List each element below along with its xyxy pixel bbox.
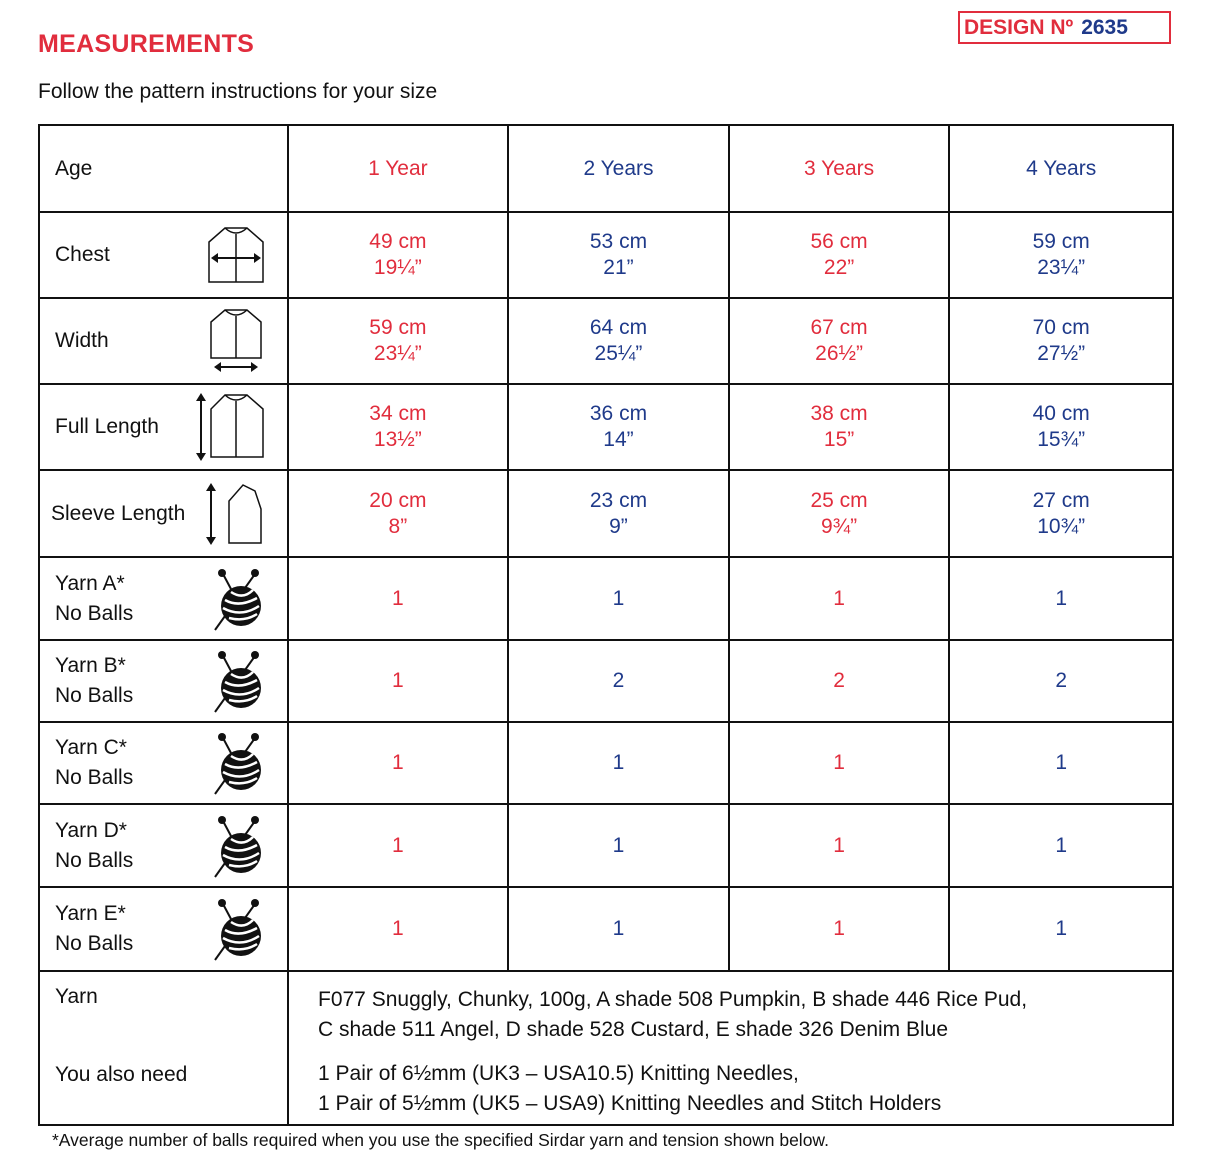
sleeve-length-in: 9¾” <box>820 514 858 538</box>
yarn-c-value: 1 <box>289 723 510 803</box>
width-cm: 70 cm <box>1032 316 1090 339</box>
full-length-in: 14” <box>603 428 634 451</box>
width-label: Width <box>55 329 109 352</box>
intro-text: Follow the pattern instructions for your size <box>38 80 438 103</box>
size-3: 3 Years <box>730 126 951 211</box>
table-row <box>40 385 1172 471</box>
yarn-b-value: 2 <box>730 641 951 721</box>
table-row <box>40 558 1172 641</box>
need-line-2: 1 Pair of 5½mm (UK5 – USA9) Knitting Needles and Stitch Holders <box>318 1092 942 1115</box>
yarn-d-value: 1 <box>289 805 510 886</box>
full-length-cell <box>289 385 510 469</box>
page-title: MEASUREMENTS <box>38 30 255 58</box>
table-row <box>40 126 1172 213</box>
full-length-label: Full Length <box>55 415 159 438</box>
sleeve-length-in: 10¾” <box>1037 514 1086 538</box>
cardigan-length-icon <box>193 389 269 465</box>
sleeve-length-cell <box>509 471 730 556</box>
yarn-a-label-cell <box>40 558 289 639</box>
chest-cell <box>289 213 510 297</box>
sleeve-length-cm: 23 cm <box>589 488 648 512</box>
sleeve-length-cell <box>950 471 1172 556</box>
yarn-c-value: 1 <box>509 723 730 803</box>
need-label: You also need <box>55 1063 188 1086</box>
age-label: Age <box>55 156 93 180</box>
materials-detail-cell <box>289 972 1172 1124</box>
yarn-d-value: 1 <box>730 805 951 886</box>
yarn-c-label-cell <box>40 723 289 803</box>
full-length-cell <box>950 385 1172 469</box>
yarn-ball-icon <box>209 646 269 716</box>
full-length-label-cell <box>40 385 289 469</box>
yarn-ball-icon <box>209 564 269 634</box>
age-label-cell <box>40 126 289 211</box>
yarn-a-label: Yarn A* No Balls <box>55 571 134 625</box>
yarn-c-value: 1 <box>1055 751 1068 774</box>
sleeve-length-icon <box>203 479 269 549</box>
table-row <box>40 471 1172 558</box>
full-length-cm: 34 cm <box>369 402 427 425</box>
full-length-cell <box>730 385 951 469</box>
yarn-b-label-cell <box>40 641 289 721</box>
chest-in: 19¼” <box>373 256 422 279</box>
design-number: 2635 <box>1081 15 1128 39</box>
sleeve-length-in: 9” <box>609 514 628 538</box>
yarn-label: Yarn <box>55 985 98 1008</box>
yarn-ball-icon <box>209 728 269 798</box>
yarn-e-label: Yarn E* No Balls <box>55 902 134 955</box>
width-cell <box>950 299 1172 383</box>
yarn-ball-icon <box>209 811 269 881</box>
chest-cell <box>730 213 951 297</box>
sleeve-length-in: 8” <box>388 514 408 538</box>
full-length-cm: 40 cm <box>1032 402 1090 425</box>
sleeve-length-cm: 20 cm <box>369 488 427 512</box>
yarn-line-1: F077 Snuggly, Chunky, 100g, A shade 508 Pumpkin, B shade 446 Rice Pud, <box>318 988 1028 1011</box>
chest-cm: 59 cm <box>1032 230 1090 253</box>
yarn-e-value: 1 <box>730 888 951 970</box>
size-2: 2 Years <box>509 126 730 211</box>
chest-in: 22” <box>823 256 855 279</box>
chest-label: Chest <box>55 243 110 266</box>
size-1: 1 Year <box>289 126 510 211</box>
sleeve-length-label: Sleeve Length <box>51 501 186 525</box>
chest-label-cell <box>40 213 289 297</box>
full-length-in: 13½” <box>373 428 422 451</box>
need-line-1: 1 Pair of 6½mm (UK3 – USA10.5) Knitting Needles, <box>318 1062 799 1085</box>
table-row <box>40 723 1172 805</box>
design-number-box <box>958 11 1171 44</box>
yarn-b-value: 2 <box>509 641 730 721</box>
table-row <box>40 805 1172 888</box>
yarn-d-value: 1 <box>509 805 730 886</box>
width-cm: 64 cm <box>589 316 648 339</box>
width-cell <box>509 299 730 383</box>
full-length-cell <box>509 385 730 469</box>
cardigan-chest-icon <box>203 222 269 288</box>
materials-label-cell <box>40 972 289 1124</box>
sleeve-length-cm: 27 cm <box>1032 488 1090 512</box>
yarn-a-value: 1 <box>289 558 510 639</box>
width-cell <box>730 299 951 383</box>
measurements-table <box>38 124 1174 1126</box>
table-row <box>40 888 1172 972</box>
full-length-in: 15” <box>823 428 855 451</box>
width-cm: 67 cm <box>810 316 868 339</box>
yarn-b-value: 1 <box>289 641 510 721</box>
yarn-e-label-cell <box>40 888 289 970</box>
width-cell <box>289 299 510 383</box>
chest-cm: 49 cm <box>369 230 427 253</box>
yarn-a-value: 1 <box>509 558 730 639</box>
yarn-c-value: 1 <box>730 723 951 803</box>
yarn-line-2: C shade 511 Angel, D shade 528 Custard, E shade 326 Denim Blue <box>318 1018 949 1041</box>
yarn-ball-icon <box>209 894 269 964</box>
width-in: 23¼” <box>373 342 422 365</box>
materials-row <box>40 972 1172 1124</box>
yarn-d-label-cell <box>40 805 289 886</box>
width-in: 27½” <box>1037 342 1086 365</box>
footnote: *Average number of balls required when you use the specified Sirdar yarn and tension shown below. <box>52 1130 829 1150</box>
sleeve-length-cell <box>730 471 951 556</box>
chest-in: 23¼” <box>1037 256 1086 279</box>
yarn-e-value: 1 <box>509 888 730 970</box>
chest-cell <box>950 213 1172 297</box>
yarn-e-value: 1 <box>289 888 510 970</box>
size-4: 4 Years <box>1026 156 1097 180</box>
yarn-a-value: 1 <box>730 558 951 639</box>
chest-in: 21” <box>603 256 634 279</box>
full-length-cm: 36 cm <box>589 402 648 425</box>
chest-cm: 56 cm <box>810 230 868 253</box>
yarn-d-value: 1 <box>1055 833 1068 857</box>
chest-cm: 53 cm <box>589 230 648 253</box>
sleeve-length-cell <box>289 471 510 556</box>
yarn-b-value: 2 <box>1055 669 1068 692</box>
yarn-a-value: 1 <box>1055 586 1068 610</box>
design-label: DESIGN Nº <box>964 15 1074 39</box>
table-row <box>40 213 1172 299</box>
sleeve-length-label-cell <box>40 471 289 556</box>
cardigan-width-icon <box>203 306 269 376</box>
full-length-cm: 38 cm <box>810 402 868 425</box>
full-length-in: 15¾” <box>1037 428 1086 451</box>
yarn-c-label: Yarn C* No Balls <box>55 736 134 789</box>
chest-cell <box>509 213 730 297</box>
sleeve-length-cm: 25 cm <box>810 488 868 512</box>
width-label-cell <box>40 299 289 383</box>
width-in: 26½” <box>815 342 864 365</box>
yarn-b-label: Yarn B* No Balls <box>55 654 134 707</box>
table-row <box>40 299 1172 385</box>
width-in: 25¼” <box>594 342 643 365</box>
yarn-e-value: 1 <box>1055 917 1068 940</box>
width-cm: 59 cm <box>369 316 427 339</box>
yarn-d-label: Yarn D* No Balls <box>55 818 134 872</box>
table-row <box>40 641 1172 723</box>
